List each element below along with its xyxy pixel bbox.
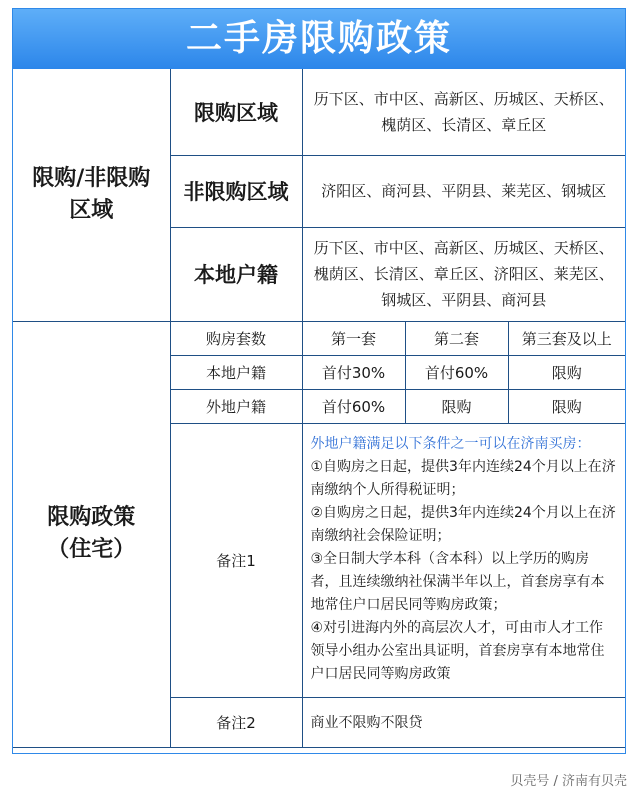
nonlocal-first: 首付60%	[302, 389, 405, 423]
page-title: 二手房限购政策	[13, 9, 625, 69]
header-second: 第二套	[405, 321, 508, 355]
note2-label: 备注2	[170, 697, 302, 747]
section-purchase-policy	[13, 321, 170, 747]
table-row	[13, 69, 625, 155]
note1-head: 外地户籍满足以下条件之一可以在济南买房：	[310, 435, 591, 452]
note1-item: ②自购房之日起，提供3年内连续24个月以上在济南缴纳社会保险证明；	[310, 504, 616, 544]
local-third: 限购	[508, 355, 625, 389]
policy-table-frame	[12, 8, 626, 754]
nonlocal-third: 限购	[508, 389, 625, 423]
row-label-restricted: 限购区域	[170, 69, 302, 155]
table-row	[13, 321, 625, 355]
header-label: 购房套数	[170, 321, 302, 355]
note1-content	[302, 423, 625, 697]
local-hukou-areas: 历下区、市中区、高新区、历城区、天桥区、槐荫区、长清区、章丘区、济阳区、莱芜区、钢城区、平阴县、商河县	[302, 227, 625, 321]
restricted-areas: 历下区、市中区、高新区、历城区、天桥区、槐荫区、长清区、章丘区	[302, 69, 625, 155]
unrestricted-areas: 济阳区、商河县、平阴县、莱芜区、钢城区	[302, 155, 625, 227]
local-label: 本地户籍	[170, 355, 302, 389]
nonlocal-second: 限购	[405, 389, 508, 423]
section-restricted-areas	[13, 69, 170, 321]
note1-item: ③全日制大学本科（含本科）以上学历的购房者，且连续缴纳社保满半年以上，首套房享有本地常住户口居民同等购房政策；	[310, 550, 605, 613]
policy-table	[13, 69, 625, 748]
footer-source: 贝壳号 / 济南有贝壳	[510, 774, 627, 789]
nonlocal-label: 外地户籍	[170, 389, 302, 423]
note1-label: 备注1	[170, 423, 302, 697]
note2-content: 商业不限购不限贷	[302, 697, 625, 747]
section-label: 限购政策（住宅）	[47, 505, 136, 562]
row-label-local-hukou: 本地户籍	[170, 227, 302, 321]
local-first: 首付30%	[302, 355, 405, 389]
note1-item: ④对引进海内外的高层次人才，可由市人才工作领导小组办公室出具证明，首套房享有本地常住户口居民同等购房政策	[310, 619, 605, 682]
note1-item: ①自购房之日起，提供3年内连续24个月以上在济南缴纳个人所得税证明；	[310, 458, 616, 498]
header-first: 第一套	[302, 321, 405, 355]
section-label: 限购/非限购区域	[32, 165, 151, 223]
header-third: 第三套及以上	[508, 321, 625, 355]
row-label-unrestricted: 非限购区域	[170, 155, 302, 227]
local-second: 首付60%	[405, 355, 508, 389]
